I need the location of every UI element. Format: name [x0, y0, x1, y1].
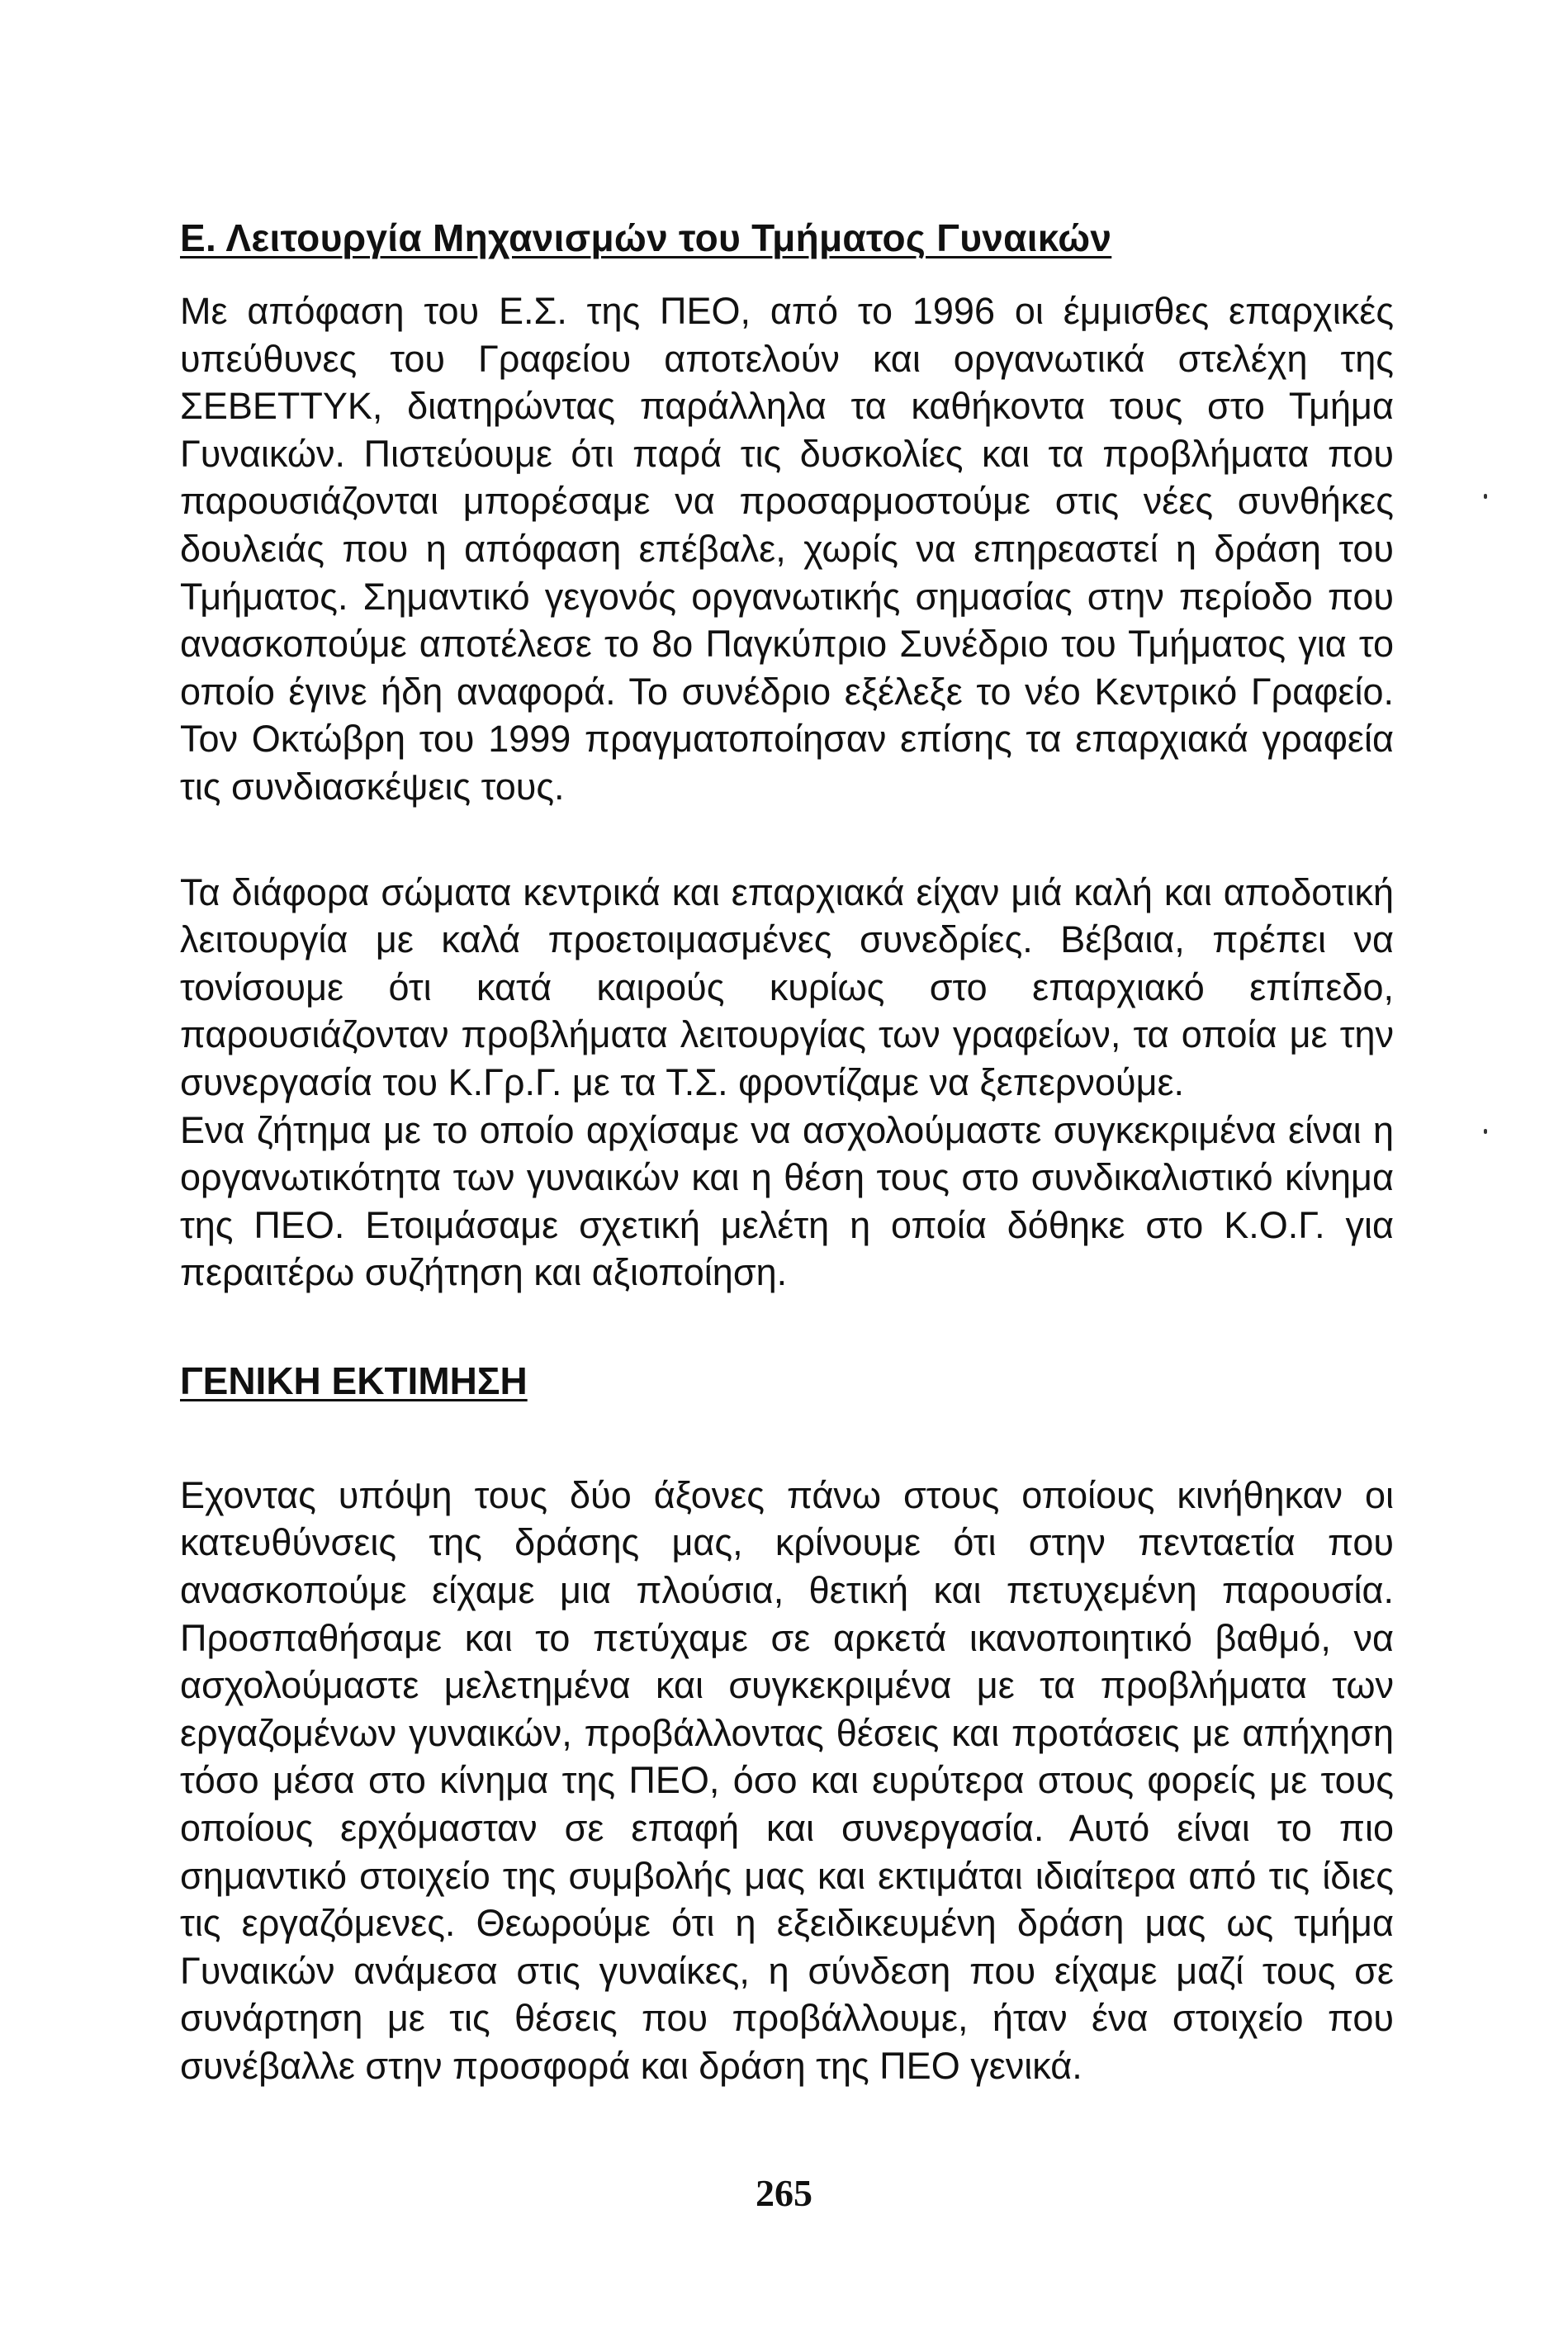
paragraph-gap [180, 811, 1394, 869]
general-assessment-heading: ΓΕΝΙΚΗ ΕΚΤΙΜΗΣΗ [180, 1359, 528, 1402]
general-assessment-paragraph: Εχοντας υπόψη τους δύο άξονες πάνω στους οποίους κινήθηκαν οι κατευθύνσεις της δράσης μας, κρίνουμε ότι στην πενταετία που ανασκοπούμε είχαμε μια πλούσια, θετική και πετυχεμένη παρουσία. Προσπαθήσαμε και το πετύχαμε σε αρκετά ικανοποιητικό βαθμό, να ασχολούμαστε μελετημένα και συγκεκριμένα με τα προβλήματα των εργαζομένων γυναικών, προβάλλοντας θέσεις και προτάσεις με απήχηση τόσο μέσα στο κίνημα της ΠΕΟ, όσο και ευρύτερα στους φορείς με τους οποίους ερχόμασταν σε επαφή και συνεργασία. Αυτό είναι το πιο σημαντικό στοιχείο της συμβολής μας και εκτιμάται ιδιαίτερα από τις ίδιες τις εργαζόμενες. Θεωρούμε ότι η εξειδικευμένη δράση μας ως τμήμα Γυναικών ανάμεσα στις γυναίκες, η σύνδεση που είχαμε μαζί τους σε συνάρτηση με τις θέσεις που προβάλλουμε, ήταν ένα στοιχείο που συνέβαλλε στην προσφορά και δράση της ΠΕΟ γενικά. [180, 1473, 1394, 2087]
section-e-paragraph-2: Τα διάφορα σώματα κεντρικά και επαρχιακά είχαν μιά καλή και αποδοτική λειτουργία με καλά προετοιμασμένες συνεδρίες. Βέβαια, πρέπει να τονίσουμε ότι κατά καιρούς κυρίως στο επαρχιακό επίπεδο, παρουσιάζονταν προβλήματα λειτουργίας των γραφείων, τα οποία με την συνεργασία του Κ.Γρ.Γ. με τα Τ.Σ. φροντίζαμε να ξεπερνούμε. [180, 870, 1394, 1103]
page-number: 265 [756, 2172, 812, 2214]
scan-speck [1484, 1129, 1487, 1134]
page-content [180, 213, 1394, 2090]
section-e-heading: Ε. Λειτουργία Μηχανισμών του Τμήματος Γυναικών [180, 216, 1112, 259]
scan-speck [1484, 494, 1487, 499]
section-e-paragraph-1: Με απόφαση του Ε.Σ. της ΠΕΟ, από το 1996 οι έμμισθες επαρχικές υπεύθυνες του Γραφείου αποτελούν και οργανωτικά στελέχη της ΣΕΒΕΤΤΥΚ, διατηρώντας παράλληλα τα καθήκοντα τους στο Τμήμα Γυναικών. Πιστεύουμε ότι παρά τις δυσκολίες και τα προβλήματα που παρουσιάζονται μπορέσαμε να προσαρμοστούμε στις νέες συνθήκες δουλειάς που η απόφαση επέβαλε, χωρίς να επηρεαστεί η δράση του Τμήματος. Σημαντικό γεγονός οργανωτικής σημασίας στην περίοδο που ανασκοπούμε αποτέλεσε το 8ο Παγκύπριο Συνέδριο του Τμήματος για το οποίο έγινε ήδη αναφορά. Το συνέδριο εξέλεξε το νέο Κεντρικό Γραφείο. Τον Οκτώβρη του 1999 πραγματοποίησαν επίσης τα επαρχιακά γραφεία τις συνδιασκέψεις τους. [180, 290, 1394, 808]
section-e-paragraph-3: Ενα ζήτημα με το οποίο αρχίσαμε να ασχολούμαστε συγκεκριμένα είναι η οργανωτικότητα των γυναικών και η θέση τους στο συνδικαλιστικό κίνημα της ΠΕΟ. Ετοιμάσαμε σχετική μελέτη η οποία δόθηκε στο Κ.Ο.Γ. για περαιτέρω συζήτηση και αξιοποίηση. [180, 1108, 1394, 1294]
